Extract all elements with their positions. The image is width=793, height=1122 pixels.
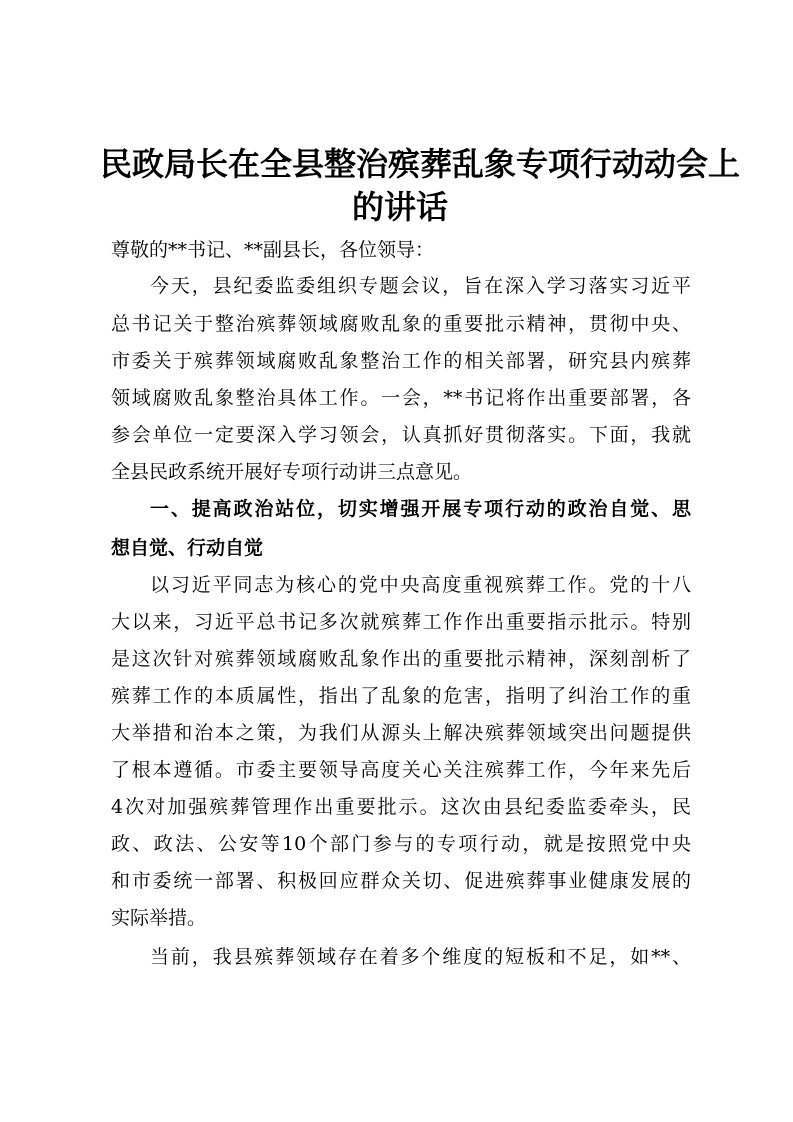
salutation: 尊敬的**书记、**副县长，各位领导： — [111, 239, 435, 261]
paragraph-1-line: 市委关于殡葬领域腐败乱象整治工作的相关部署，研究县内殡葬 — [111, 350, 691, 372]
paragraph-1-line: 参会单位一定要深入学习领会，认真抓好贯彻落实。下面，我就 — [111, 424, 691, 446]
section-heading-line: 一、提高政治站位，切实增强开展专项行动的政治自觉、思 — [150, 498, 691, 520]
paragraph-2-line: 4次对加强殡葬管理作出重要批示。这次由县纪委监委牵头，民 — [111, 796, 691, 818]
paragraph-2-line: 了根本遵循。市委主要领导高度关心关注殡葬工作，今年来先后 — [111, 759, 691, 781]
paragraph-3-line: 当前，我县殡葬领域存在着多个维度的短板和不足，如**、 — [150, 946, 691, 968]
paragraph-1-line: 领域腐败乱象整治具体工作。一会，**书记将作出重要部署，各 — [111, 387, 691, 409]
paragraph-2-line: 殡葬工作的本质属性，指出了乱象的危害，指明了纠治工作的重 — [111, 685, 691, 707]
document-title-line-1: 民政局长在全县整治殡葬乱象专项行动动会上 — [100, 145, 741, 183]
document-title-line-2: 的讲话 — [351, 188, 448, 226]
paragraph-1-line: 今天，县纪委监委组织专题会议，旨在深入学习落实习近平 — [150, 275, 691, 297]
section-heading-line: 想自觉、行动自觉 — [111, 537, 264, 559]
paragraph-2-line: 大以来，习近平总书记多次就殡葬工作作出重要指示批示。特别 — [111, 611, 691, 633]
paragraph-2-line: 实际举措。 — [111, 907, 207, 929]
paragraph-2-line: 和市委统一部署、积极回应群众关切、促进殡葬事业健康发展的 — [111, 870, 691, 892]
paragraph-1-line: 全县民政系统开展好专项行动讲三点意见。 — [111, 461, 473, 483]
paragraph-1-line: 总书记关于整治殡葬领域腐败乱象的重要批示精神，贯彻中央、 — [111, 313, 691, 335]
paragraph-2-line: 以习近平同志为核心的党中央高度重视殡葬工作。党的十八 — [150, 574, 691, 596]
paragraph-2-line: 大举措和治本之策，为我们从源头上解决殡葬领域突出问题提供 — [111, 722, 691, 744]
paragraph-2-line: 政、政法、公安等10个部门参与的专项行动，就是按照党中央 — [111, 833, 691, 855]
paragraph-2-line: 是这次针对殡葬领域腐败乱象作出的重要批示精神，深刻剖析了 — [111, 648, 691, 670]
